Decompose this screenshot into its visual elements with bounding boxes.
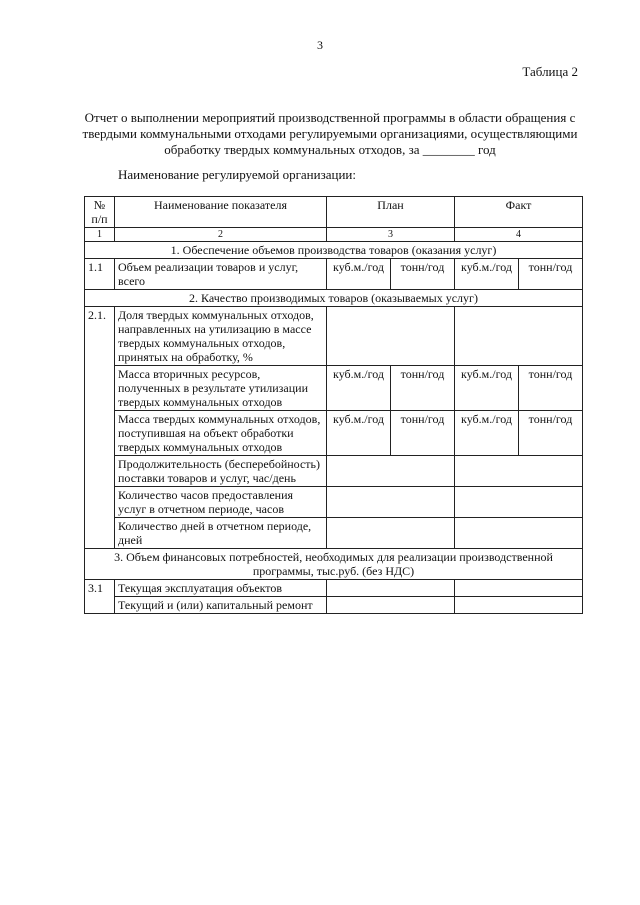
section-title: 3. Объем финансовых потребностей, необходимых для реализации производственной программы, тыс.руб. (без НДС) xyxy=(85,549,583,580)
col-number: 3 xyxy=(327,228,455,242)
col-number: 4 xyxy=(455,228,583,242)
unit-cell: куб.м./год xyxy=(455,366,519,411)
value-cell xyxy=(327,307,455,366)
section-row xyxy=(85,290,583,307)
table-row xyxy=(85,366,583,411)
value-cell xyxy=(455,518,583,549)
section-title: 2. Качество производимых товаров (оказываемых услуг) xyxy=(85,290,583,307)
indicator-name: Количество дней в отчетном периоде, дней xyxy=(115,518,327,549)
indicator-name: Доля твердых коммунальных отходов, направленных на утилизацию в массе твердых коммунальных отходов, принятых на обработку, % xyxy=(115,307,327,366)
section-title: 1. Обеспечение объемов производства товаров (оказания услуг) xyxy=(85,242,583,259)
unit-cell: куб.м./год xyxy=(327,366,391,411)
value-cell xyxy=(455,597,583,614)
organization-label: Наименование регулируемой организации: xyxy=(118,167,356,182)
value-cell xyxy=(327,456,455,487)
unit-cell: тонн/год xyxy=(519,411,583,456)
table-row xyxy=(85,597,583,614)
table-row xyxy=(85,411,583,456)
indicator-name: Продолжительность (бесперебойность) поставки товаров и услуг, час/день xyxy=(115,456,327,487)
header-name: Наименование показателя xyxy=(115,197,327,228)
header-row xyxy=(85,197,583,228)
table-label: Таблица 2 xyxy=(522,64,578,79)
unit-cell: тонн/год xyxy=(391,411,455,456)
row-number: 2.1. xyxy=(85,307,115,549)
col-number: 1 xyxy=(85,228,115,242)
value-cell xyxy=(327,580,455,597)
table-row xyxy=(85,580,583,597)
unit-cell: куб.м./год xyxy=(455,259,519,290)
unit-cell: тонн/год xyxy=(391,259,455,290)
indicator-name: Масса вторичных ресурсов, полученных в результате утилизации твердых коммунальных отходов xyxy=(115,366,327,411)
header-plan: План xyxy=(327,197,455,228)
column-numbers-row xyxy=(85,228,583,242)
value-cell xyxy=(327,518,455,549)
value-cell xyxy=(327,487,455,518)
col-number: 2 xyxy=(115,228,327,242)
unit-cell: тонн/год xyxy=(391,366,455,411)
row-number: 3.1 xyxy=(85,580,115,614)
unit-cell: тонн/год xyxy=(519,366,583,411)
section-row xyxy=(85,242,583,259)
table-row xyxy=(85,456,583,487)
header-fact: Факт xyxy=(455,197,583,228)
indicator-name: Количество часов предоставления услуг в отчетном периоде, часов xyxy=(115,487,327,518)
table-row xyxy=(85,307,583,366)
indicator-name: Объем реализации товаров и услуг, всего xyxy=(115,259,327,290)
indicator-name: Текущий и (или) капитальный ремонт xyxy=(115,597,327,614)
unit-cell: куб.м./год xyxy=(327,411,391,456)
report-title: Отчет о выполнении мероприятий производственной программы в области обращения с твердыми коммунальными отходами регулируемыми организациями, осуществляющими обработку твердых коммунальных отходов, за ________ год xyxy=(82,110,578,157)
value-cell xyxy=(455,580,583,597)
table-row xyxy=(85,259,583,290)
value-cell xyxy=(455,307,583,366)
unit-cell: тонн/год xyxy=(519,259,583,290)
table-row xyxy=(85,518,583,549)
indicator-name: Текущая эксплуатация объектов xyxy=(115,580,327,597)
section-row xyxy=(85,549,583,580)
unit-cell: куб.м./год xyxy=(327,259,391,290)
page-number: 3 xyxy=(317,38,323,52)
header-num: № п/п xyxy=(85,197,115,228)
table-row xyxy=(85,487,583,518)
value-cell xyxy=(455,456,583,487)
unit-cell: куб.м./год xyxy=(455,411,519,456)
indicator-name: Масса твердых коммунальных отходов, поступившая на объект обработки твердых коммунальных отходов xyxy=(115,411,327,456)
report-table xyxy=(84,196,583,614)
value-cell xyxy=(327,597,455,614)
row-number: 1.1 xyxy=(85,259,115,290)
value-cell xyxy=(455,487,583,518)
